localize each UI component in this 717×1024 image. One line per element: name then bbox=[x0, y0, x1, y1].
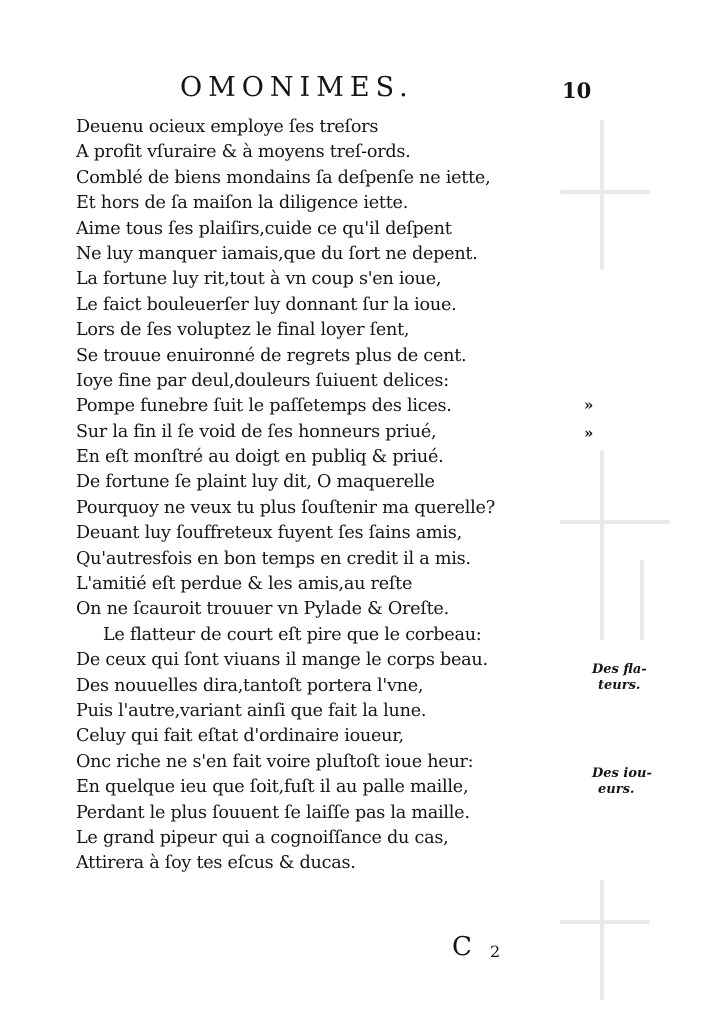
verse-line: On ne ſcauroit trouuer vn Pylade & Oreſte. bbox=[76, 599, 449, 620]
verse-line: Comblé de biens mondains ſa deſpenſe ne iette, bbox=[76, 167, 491, 188]
bleed-through-mark bbox=[600, 880, 604, 1000]
verse-line: Onc riche ne s'en fait voire pluſtoſt ioue heur: bbox=[76, 751, 474, 772]
verse-line: Deuant luy ſouffreteux fuyent ſes ſains amis, bbox=[76, 523, 462, 544]
page-number: 10 bbox=[562, 78, 592, 103]
verse-line: Se trouue enuironné de regrets plus de cent. bbox=[76, 345, 467, 366]
verse-line: De ceux qui ſont viuans il mange le corps beau. bbox=[76, 650, 488, 671]
verse-line: Attirera à ſoy tes eſcus & ducas. bbox=[76, 853, 356, 874]
verse-line: Puis l'autre,variant ainſi que fait la lune. bbox=[76, 700, 427, 721]
verse-line: Le grand pipeur qui a cognoiſſance du cas, bbox=[76, 827, 449, 848]
verse-line: Pourquoy ne veux tu plus ſouſtenir ma querelle? bbox=[76, 497, 495, 518]
verse-line: A profit vſuraire & à moyens treſ-ords. bbox=[76, 142, 411, 163]
verse-line: L'amitié eſt perdue & les amis,au reſte bbox=[76, 574, 413, 595]
verse-line: Ne luy manquer iamais,que du ſort ne depent. bbox=[76, 243, 478, 264]
bleed-through-mark bbox=[560, 520, 670, 524]
verse-line: Ioye fine par deul,douleurs ſuiuent delices: bbox=[76, 370, 449, 391]
bleed-through-mark bbox=[560, 920, 650, 924]
verse-line: Le faict bouleuerſer luy donnant ſur la ioue. bbox=[76, 294, 457, 315]
bleed-through-mark bbox=[640, 560, 644, 640]
verse-line: Qu'autresfois en bon temps en credit il a mis. bbox=[76, 548, 471, 569]
verse-line: Et hors de ſa maiſon la diligence iette. bbox=[76, 193, 409, 214]
verse-line: Sur la fin il ſe void de ſes honneurs priué, bbox=[76, 421, 437, 442]
margin-note-line: teurs. bbox=[598, 678, 641, 693]
verse-line: Deuenu ocieux employe ſes treſors bbox=[76, 117, 379, 137]
verse-line: Le flatteur de court eſt pire que le corbeau: bbox=[103, 624, 482, 645]
verse-line: Aime tous ſes plaiſirs,cuide ce qu'il deſpent bbox=[76, 218, 452, 239]
verse-line: Des nouuelles dira,tantoſt portera l'vne, bbox=[76, 675, 424, 696]
margin-note-line: Des fla- bbox=[592, 662, 647, 677]
verse-line: En eſt monſtré au doigt en publiq & priué. bbox=[76, 447, 444, 468]
margin-note-joueurs bbox=[592, 766, 672, 798]
verse-line: Perdant le plus ſouuent ſe laiſſe pas la maille. bbox=[76, 802, 470, 823]
margin-note-line: Des iou- bbox=[592, 766, 652, 781]
running-title: OMONIMES. bbox=[180, 72, 414, 103]
verse-line: Pompe funebre ſuit le paſſetemps des lices. bbox=[76, 396, 452, 417]
signature-number: 2 bbox=[490, 942, 501, 961]
quotation-mark: » bbox=[584, 424, 594, 442]
bleed-through-mark bbox=[600, 450, 604, 640]
quotation-mark: » bbox=[584, 396, 594, 414]
verse-block bbox=[76, 115, 566, 877]
margin-note-line: eurs. bbox=[598, 782, 635, 797]
signature-letter: C bbox=[452, 932, 472, 962]
margin-note-flatteurs bbox=[592, 662, 672, 694]
verse-line: En quelque ieu que ſoit,fuſt il au palle maille, bbox=[76, 777, 469, 798]
verse-line: Lors de ſes voluptez le final loyer ſent, bbox=[76, 320, 410, 341]
bleed-through-mark bbox=[600, 120, 604, 270]
verse-line: Celuy qui fait eſtat d'ordinaire ioueur, bbox=[76, 726, 404, 747]
bleed-through-mark bbox=[560, 190, 650, 194]
verse-line: La fortune luy rit,tout à vn coup s'en ioue, bbox=[76, 269, 442, 290]
verse-line: De fortune ſe plaint luy dit, O maquerelle bbox=[76, 472, 435, 493]
